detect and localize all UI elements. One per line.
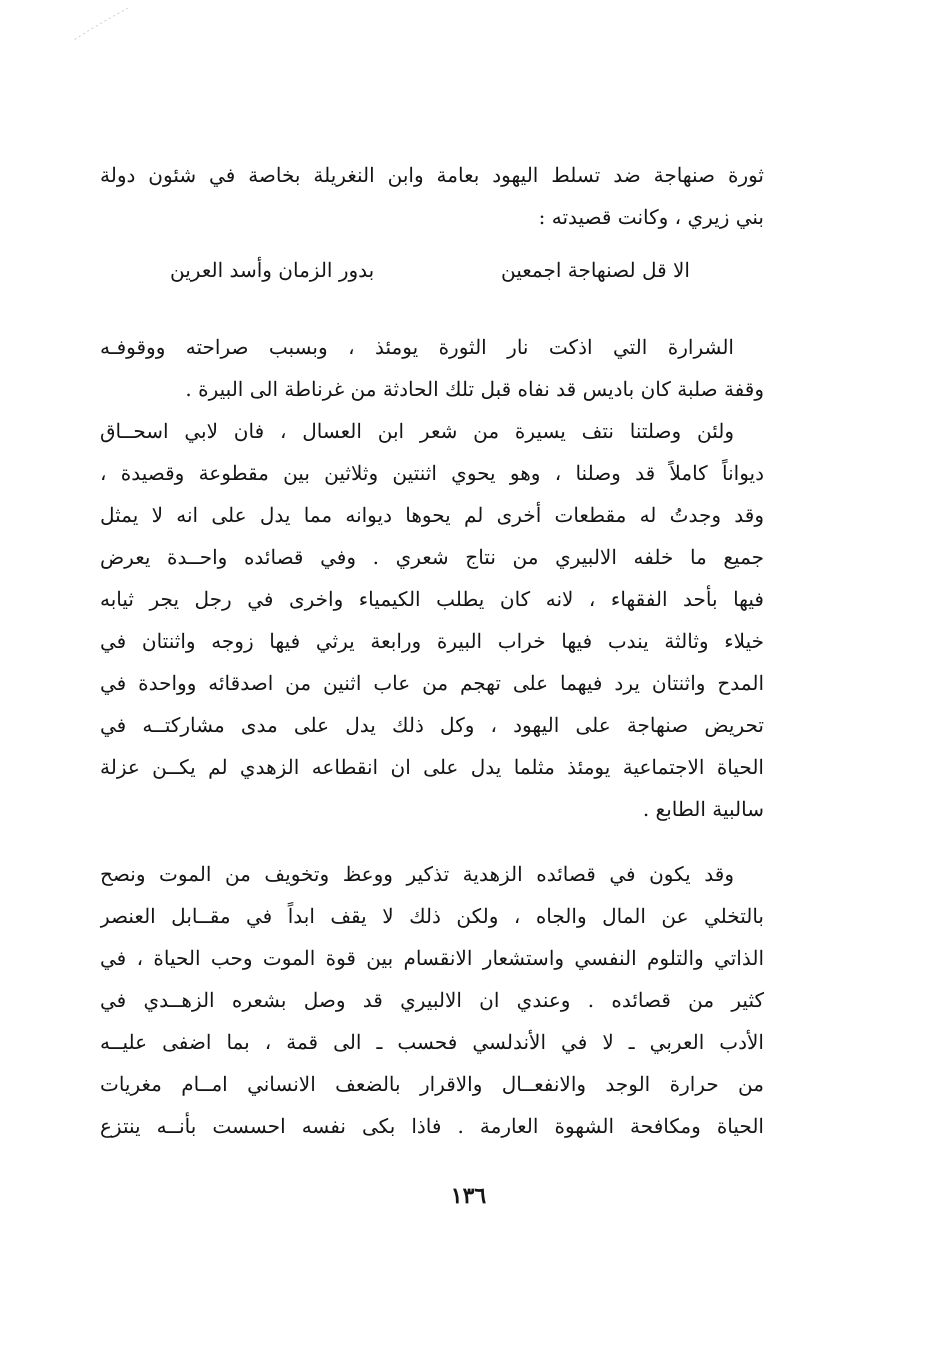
- text-line: تحريض صنهاجة على اليهود ، وكل ذلك يدل على مدى مشاركتــه في: [100, 713, 764, 737]
- intro-paragraph: [100, 154, 764, 238]
- text-line: كثير من قصائده . وعندي ان الالبيري قد وصل بشعره الزهــدي في: [100, 988, 764, 1012]
- text-line: بالتخلي عن المال والجاه ، ولكن ذلك لا يقف ابداً في مقــابل العنصر: [100, 904, 764, 928]
- paragraph-two: [100, 410, 764, 830]
- text-line: الذاتي والتلوم النفسي واستشعار الانقسام بين قوة الموت وحب الحياة ، في: [100, 946, 764, 970]
- paragraph-one: [100, 326, 764, 410]
- text-line: وقد يكون في قصائده الزهدية تذكير ووعظ وتخويف من الموت ونصح: [100, 862, 734, 886]
- text-line: الأدب العربي ـ لا في الأندلسي فحسب ـ الى قمة ، بما اضفى عليــه: [100, 1030, 764, 1054]
- page-scan-mark: [70, 4, 130, 44]
- text-line: ديواناً كاملاً قد وصلنا ، وهو يحوي اثنتين وثلاثين بين مقطوعة وقصيدة ،: [100, 461, 764, 485]
- text-line: من حرارة الوجد والانفعــال والاقرار بالضعف الانساني امــام مغريات: [100, 1072, 764, 1096]
- text-line: الحياة ومكافحة الشهوة العارمة . فاذا بكى نفسه احسست بأنــه ينتزع: [100, 1114, 764, 1138]
- text-line: جميع ما خلفه الالبيري من نتاج شعري . وفي قصائده واحــدة يعرض: [100, 545, 764, 569]
- text-line: خيلاء وثالثة يندب فيها خراب البيرة ورابعة يرثي فيها زوجه واثنتان في: [100, 629, 764, 653]
- paragraph-three: [100, 853, 764, 1147]
- verse-second-hemistich: بدور الزمان وأسد العرين: [170, 258, 375, 282]
- text-line: بني زيري ، وكانت قصيدته :: [538, 205, 764, 229]
- page-number: ١٣٦: [450, 1183, 487, 1209]
- text-line: سالبية الطابع .: [642, 797, 764, 821]
- text-line: فيها بأحد الفقهاء ، لانه كان يطلب الكيمياء واخرى في رجل يجر ثيابه: [100, 587, 764, 611]
- text-line: وقفة صلبة كان باديس قد نفاه قبل تلك الحادثة من غرناطة الى البيرة .: [185, 377, 764, 401]
- text-line: الحياة الاجتماعية يومئذ مثلما يدل على ان انقطاعه الزهدي لم يكــن عزلة: [100, 755, 764, 779]
- text-line: المدح واثنتان يرد فيهما على تهجم من عاب اثنين من اصدقائه وواحدة في: [100, 671, 764, 695]
- text-line: ثورة صنهاجة ضد تسلط اليهود بعامة وابن النغريلة بخاصة في شئون دولة: [100, 163, 764, 187]
- text-line: وقد وجدتُ له مقطعات أخرى لم يحوها ديوانه مما يدل على انه لا يمثل: [100, 503, 764, 527]
- text-line: ولئن وصلتنا نتف يسيرة من شعر ابن العسال ، فان لابي اسحــاق: [100, 419, 734, 443]
- verse-first-hemistich: الا قل لصنهاجة اجمعين: [500, 258, 690, 282]
- poem-verse: [170, 258, 690, 298]
- text-line: الشرارة التي اذكت نار الثورة يومئذ ، وبسبب صراحته ووقوفـه: [100, 335, 734, 359]
